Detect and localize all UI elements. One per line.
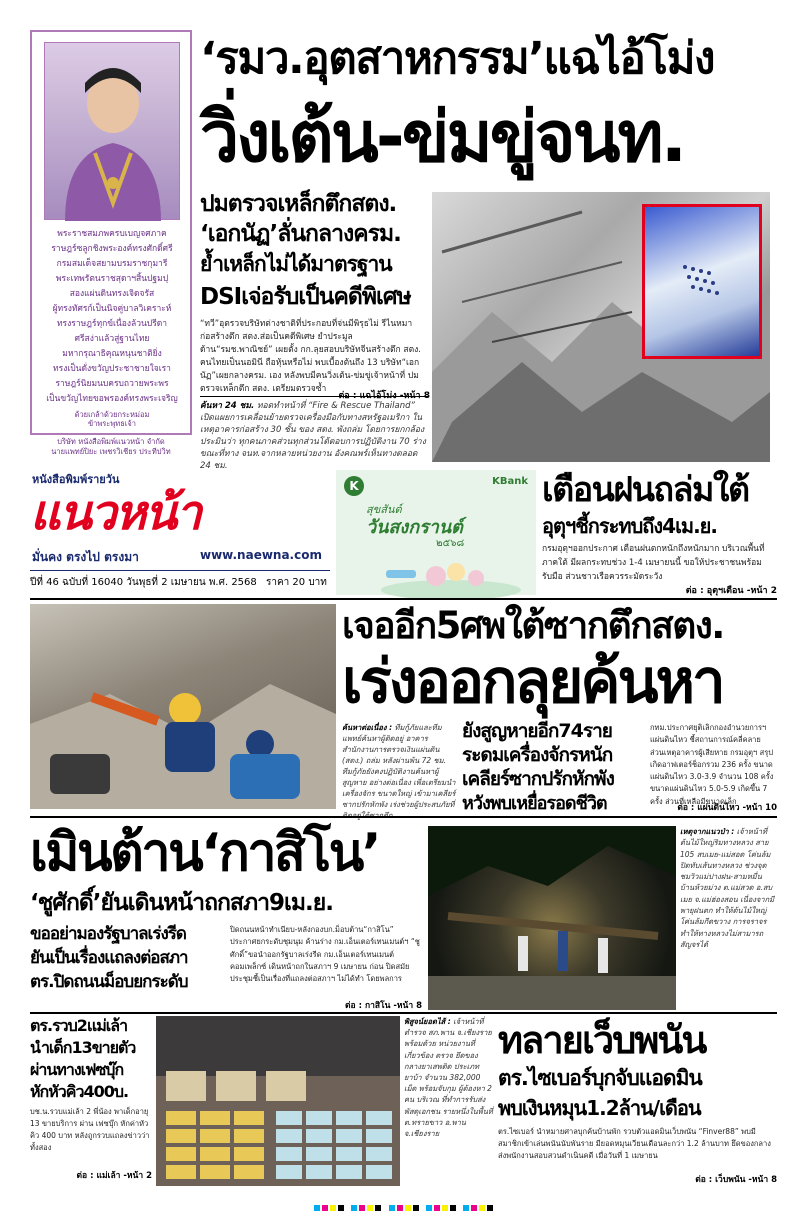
royal-line: กรมสมเด็จสยามบรมราชกุมารี: [56, 259, 168, 269]
royal-line: มหากรุณาธิคุณหนุนชาติยิ่ง: [62, 349, 162, 359]
casino-caption: [680, 826, 777, 950]
lead-headline-1: ‘รมว.อุตสาหกรรม’แฉไอ้โม่ง: [200, 33, 714, 84]
rescue-caption-label: ค้นหาต่อเนื่อง :: [342, 723, 393, 732]
publisher-line: บริษัท หนังสือพิมพ์แนวหน้า จำกัด: [57, 437, 165, 446]
rain-headline-2: อุตุฯชี้กระทบถึง4เม.ย.: [542, 514, 718, 538]
royal-line: ทรงราษฎร์ทุกข์เนื่องล้วนปรีดา: [56, 319, 168, 329]
drugs-headline-2: นำเด็ก13ขายตัว: [30, 1038, 136, 1057]
masthead: [30, 470, 330, 595]
royal-box: [30, 30, 192, 435]
casino-sub-3: ยันเป็นเรื่องแถลงต่อสภา: [30, 948, 188, 968]
blessing-line: ข้าพระพุทธเจ้า: [88, 419, 136, 428]
casino-caption-text: เจ้าหน้าที่ ต้นไม้ใหญ่ริมทางหลวง สาย 105 สบเมย-แม่สอด โค่นล้มปิดทับเส้นทางหลวง ช่วงจุด ชมวิวแม่ปางฝน-สามหมื่น บ้านห้วยม่วง ต.แม่สวด อ.สบเมย จ.แม่ฮ่องสอน เนื่องจากมีพายุฝนตก ทำให้ต้นไม้ใหญ่โค่นล้มกีดขวาง การจราจร ทำให้ทางหลวงไม่สามารถสัญจรได้: [680, 827, 775, 949]
drugs-caption: [404, 1016, 494, 1139]
section-divider: [30, 1012, 777, 1014]
rescue-headline-2: เร่งออกลุยค้นหา: [342, 647, 723, 717]
rescue-sub-3: เคลียร์ซากปรักหักพัง: [462, 768, 614, 790]
rescue-sub-4: หวังพบเหยื่อรอดชีวิต: [462, 793, 607, 814]
royal-portrait: [44, 42, 180, 220]
rescue-caption: [342, 722, 458, 821]
ad-decoration: [366, 550, 536, 595]
royal-poem: [38, 227, 186, 407]
rescue-continue: ต่อ : แผ่นดินไหว -หน้า 10: [677, 803, 777, 813]
casino-caption-box: [680, 826, 777, 1010]
portrait-illustration: [45, 43, 181, 221]
lead-caption-label: ค้นหา 24 ชม.: [200, 401, 255, 411]
casino-caption-label: เหตุจากแนวป่า :: [680, 827, 735, 836]
rescue-illustration: [30, 604, 336, 809]
lead-sub-1: ปมตรวจเหล็กตึกสตง.: [200, 191, 397, 217]
ad-subtitle: วันสงกรานต์: [366, 517, 463, 538]
lead-continue: ต่อ : แฉไอ้โม่ง -หน้า 8: [338, 391, 430, 401]
drugs-headline-1: ตร.รวบ2แม่เล้า: [30, 1016, 128, 1035]
casino-sub-2: ขออย่ามองรัฐบาลเร่งรีด: [30, 924, 186, 944]
lead-caption: [200, 400, 428, 471]
drugs-headline-4: หักหัวคิว400บ.: [30, 1082, 129, 1101]
gambling-headline-1: ทลายเว็บพนัน: [498, 1018, 706, 1062]
royal-line: พระเทพรัตนราชสุดาฯสิ้นปฐมปุ: [55, 274, 169, 284]
publisher-line: นายแพทย์ปิยะ เพชรวิเชียร ประทีปวิท: [51, 447, 171, 456]
drugs-body: บช.น.รวบแม่เล้า 2 พี่น้อง พาเด็กอายุ 13 ขายบริการ ผ่าน เฟซบุ๊ก หักค่าหัวคิว 400 บาท หลังถูกรวบแถลงข่าวว่า ทั้งสอง: [30, 1107, 150, 1152]
drugs-caption-text: เจ้าหน้าที่ตำรวจ สภ.พาน จ.เชียงราย พร้อมด้วย หน่วยงานที่เกี่ยวข้อง ตรวจ ยึดของกลางยาเสพติด ประเภทยาบ้า จำนวน 382,000 เม็ด พร้อมจับกุม ผู้ต้องหา 2 คน บริเวณ ที่ทำการรับส่งพัสดุเอกชน รายหนึ่งในพื้นที่ ต.ทรายขาว อ.พาน จ.เชียงราย: [404, 1017, 493, 1139]
royal-line: สองแผ่นดินทรงเจิดจรัส: [69, 289, 155, 299]
royal-blessing: [36, 410, 188, 428]
royal-line: พระราชสมภพครบเบญจศภาค: [57, 229, 167, 239]
masthead-website[interactable]: www.naewna.com: [200, 548, 322, 562]
kbank-ad[interactable]: [336, 470, 536, 595]
casino-sub-1: ‘ชูศักดิ์’ยันเดินหน้าถกสภา9เม.ย.: [30, 890, 334, 916]
lead-sub-3: ย้ำเหล็กไม่ได้มาตรฐาน: [200, 252, 392, 276]
rescue-caption-box: [342, 722, 458, 810]
royal-line: ผู้ทรงทัศรก์เป็นนิจคู่บาลวิเคราะห์: [52, 304, 172, 314]
gambling-body: ตร.ไซเบอร์ นำหมายศาลบุกค้นบ้านพัก รวบตัวแอดมินเว็บพนัน “Finver88” พบมีสมาชิกเข้าเล่นพนันนับพันราย มียอดหมุนเวียนเดือนละกว่า 1.2 ล้านบาท ยึดของกลาง ส่งพนักงานสอบสวนดำเนินคดี เมื่อวันที่ 1 เมษายน: [498, 1127, 771, 1160]
rescue-sub-1: ยังสูญหายอีก74ราย: [462, 720, 612, 742]
masthead-tagline: หนังสือพิมพ์รายวัน: [32, 473, 120, 486]
section-divider: [30, 598, 777, 600]
rescue-headline-1: เจออีก5ศพใต้ซากตึกสตง.: [342, 604, 724, 647]
masthead-issue: [30, 570, 330, 590]
rescue-body: กทม.ประกาศยุติเลิกกองอำนวยการฯ แผ่นดินไหว ชี้สถานการณ์คลี่คลาย ส่วนเหตุอาคารผู้เสียหาย กรมอุตุฯ สรุปเกิดอาฟเตอร์ช็อกรวม 236 ครั้ง ขนาดแผ่นดินไหว 3.0-3.9 จำนวน 108 ครั้ง ขนาดแผ่นดินไหว 5.0-5.9 เกิดขึ้น 7 ครั้ง ส่วนที่เหลือมีขนาดเล็ก: [650, 723, 774, 806]
casino-sub-4: ตร.ปิดถนนม็อบยกระดับ: [30, 972, 188, 992]
drugs-headline-3: ผ่านทางเฟซบุ๊ก: [30, 1060, 124, 1079]
masthead-logo: แนวหน้า: [30, 485, 201, 541]
rescue-photo: [30, 604, 336, 809]
casino-body: ปิดถนนหน้าทำเนียบ-หลังกองบก.ม็อบต้าน“กาสิโน” ประกาศยกระดับชุมนุม ค้านร่าง กม.เอ็นเตอร์เทนเมนต์ฯ “ชูศักดิ์”ขอนำออกรัฐบาลเร่งรีด กม.เอ็นเตอร์เทนเมนต์ คอมเพล็กซ์ เดินหน้าถกในสภาฯ 9 เมษายน ก่อน ปิดสมัยประชุมชี้เป็นเรื่องที่แถลงต่อสภาฯ ไม่ได้ทำ โดยพลการ: [230, 925, 420, 984]
kbank-logo: KBank: [492, 476, 528, 487]
lead-sub-4: DSIเจ่อรับเป็นคดีพิเศษ: [200, 284, 411, 310]
casino-headline: เมินต้าน‘กาสิโน’: [30, 823, 380, 883]
rain-continue: ต่อ : อุตุฯเตือน -หน้า 2: [685, 586, 777, 596]
rescue-caption-text: ทีมกู้ภัยและทีมแพทย์ค้นหาผู้ติดอยู่ อาคารสำนักงานการตรวจเงินแผ่นดิน (สตง.) ถล่ม หลังผ่านพ้น 72 ชม. ทีมกู้ภัยยังคงปฏิบัติงานค้นหาผู้สูญหาย อย่างต่อเนื่อง เพื่อเตรียมนำเครื่องจักร ขนาดใหญ่ เข้ามาเคลียร์ซากปรักหักพัง เร่งช่วยผู้ประสบภัยที่: [342, 723, 456, 809]
rain-body: กรมอุตุฯออกประกาศ เตือนฝนตกหนักถึงหนักมาก บริเวณพื้นที่ ภาคใต้ มีผลกระทบช่วง 1-4 เมษายนนี้ ขอให้ประชาชนพร้อมรับมือ ส่วนชาวเรือควรระมัดระวัง: [542, 544, 765, 582]
gambling-headline-3: พบเงินหมุน1.2ล้าน/เดือน: [498, 1096, 701, 1120]
royal-line: ราษฎร์ซลูกชิงพระองค์ทรงศักดิ์ศรี: [51, 244, 173, 254]
lead-caption-box: [200, 396, 428, 471]
lead-body: “ทวี”อุตรวจบริษัทต่างชาติที่ประกอบที่จ่นมีพิรุธไม่ รีไนหมา ก่อสร้างตึก สตง.ส่อเป็นคดีพิเศษ ยำประมูล ด้าน“รมช.พาณิชย์” เผยตั้ง กก.ลุยสอบบริษัทจีนสร้างตึก สตง. คนไทยเป็นนอมินี ถือหุ้นหรือไม่ พบเบื้องต้นถึง 13 บริษัท“เอกนัฏ”เผยกลางครม. เอง หลังพบมีคนวิ่งเต้น-ข่มขู่เจ้าหน้าที่ ปมตรวจเหล็กตึก สตง. เตรียมตรวจซ้ำ: [200, 319, 421, 394]
drugs-caption-box: [404, 1016, 494, 1186]
masthead-slogan: มั่นคง ตรงไป ตรงมา: [32, 550, 139, 564]
fallen-tree-illustration: [428, 826, 676, 1010]
ad-year: ๒๕๖๘: [436, 538, 465, 549]
rain-headline-1: เตือนฝนถล่มใต้: [542, 470, 749, 510]
royal-line: ราษฎร์นิยมนบครบถวายพระพร: [55, 379, 169, 389]
drugs-photo: [156, 1016, 400, 1186]
lead-headline-2: วิ่งเต้น-ข่มขู่จนท.: [200, 96, 685, 178]
gambling-headline-2: ตร.ไซเบอร์บุกจับแอดมิน: [498, 1066, 702, 1090]
royal-line: ทรงเป็นดั่งขวัญประชาชายใจเรา: [53, 364, 171, 374]
ad-title: สุขสันต์: [366, 503, 402, 516]
steel-sample-illustration: [645, 207, 759, 356]
royal-line: เป็นขวัญไทยขอพรองค์ทรงพระเจริญ: [46, 394, 178, 404]
drugs-continue: ต่อ : แม่เล้า -หน้า 2: [76, 1171, 152, 1181]
lead-sub-2: ‘เอกนัฏ’ลั่นกลางครม.: [200, 221, 401, 247]
royal-publisher: [30, 437, 192, 457]
rescue-sub-2: ระดมเครื่องจักรหนัก: [462, 744, 613, 766]
drug-seizure-illustration: [156, 1016, 400, 1186]
issue-info: ปีที่ 46 ฉบับที่ 16040 วันพุธที่ 2 เมษายน พ.ศ. 2568: [30, 577, 257, 588]
lead-photo-inset: [642, 204, 762, 359]
lead-photo-rubble: [432, 192, 770, 462]
issue-price: ราคา 20 บาท: [265, 577, 327, 588]
casino-continue: ต่อ : กาสิโน -หน้า 8: [345, 1001, 422, 1011]
print-color-bar: [30, 1196, 777, 1206]
kbank-k-icon: K: [344, 476, 364, 496]
lead-caption-text: ทอดทำหน้าที่ “Fire & Rescue Thailand” เปิดแผยการเคลื่อนย้ายตรวจเครื่องมือกับทางสหรัฐอเมริกา ในเหตุอาคารก่อสร้าง 30 ชั้น ของ สตง. พังถล่ม โดยการยกกล้อง ประมินว่า ทุกคนภาคส่วนทุกส่วนโต้ตอบการปฏิบัติงาน 70 ร่าง ขณะที่ทาง จนท.จากหลายหน่วยงาน อังคณพร์เห็นทางตลอด 24 ชม.: [200, 401, 426, 471]
blessing-line: ด้วยเกล้าด้วยกระหม่อม: [74, 410, 150, 419]
section-divider: [30, 816, 777, 818]
drugs-caption-label: พิสูจน์ยอดไส้ :: [404, 1017, 451, 1026]
gambling-continue: ต่อ : เว็บพนัน -หน้า 8: [695, 1175, 777, 1185]
casino-photo: [428, 826, 676, 1010]
royal-line: ศรีสง่าแล้วสู่ฐานไทย: [74, 334, 150, 344]
